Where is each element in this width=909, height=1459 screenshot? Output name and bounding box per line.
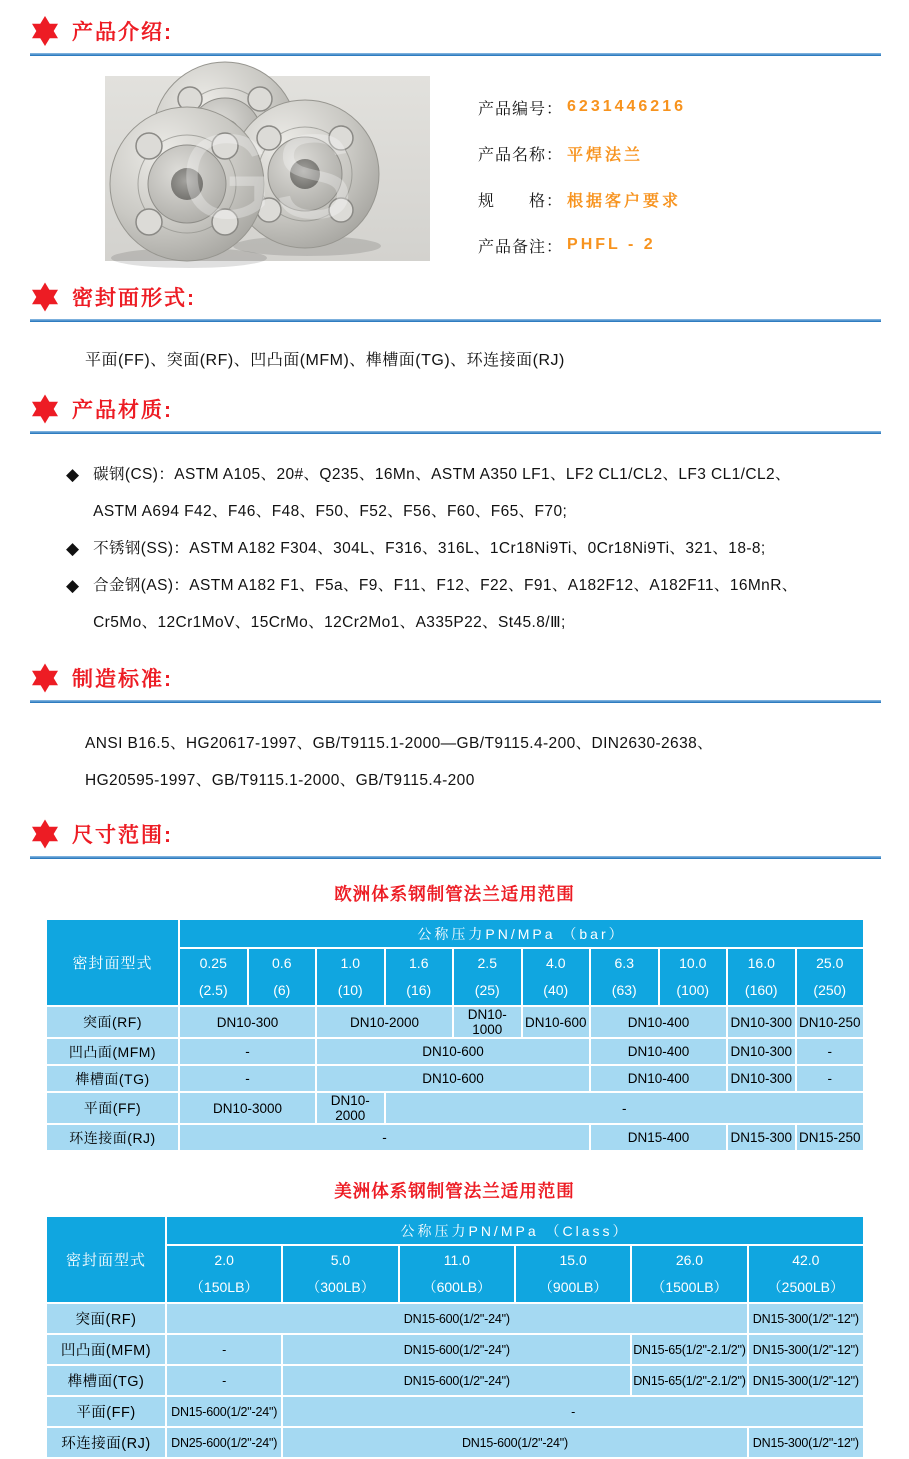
size-range-cell: DN15-300(1/2"-12") [748,1427,864,1458]
pressure-column-header: 0.6 (6) [248,948,317,1006]
seal-face-row-label: 榫槽面(TG) [46,1365,166,1396]
material-line: ASTM A694 F42、F46、F48、F50、F52、F56、F60、F65、F70; [93,503,568,520]
seal-face-row-label: 平面(FF) [46,1396,166,1427]
standards-line: HG20595-1997、GB/T9115.1-2000、GB/T9115.4-200 [85,772,475,789]
pressure-column-header: 0.25 (2.5) [179,948,248,1006]
size-range-cell: - [796,1065,865,1092]
star-icon [30,16,60,46]
size-range-cell: DN10-1000 [453,1006,522,1038]
size-range-cell: DN10-600 [316,1065,590,1092]
size-range-cell: DN10-2000 [316,1006,453,1038]
diamond-bullet-icon: ◆ [66,539,80,558]
material-line: 不锈钢(SS)：ASTM A182 F304、304L、F316、316L、1Cr18Ni9Ti、0Cr18Ni9Ti、321、18-8; [93,540,766,557]
size-range-cell: DN15-250 [796,1124,865,1151]
section-divider [30,319,881,322]
nominal-pressure-header: 公称压力PN/MPa （bar） [179,919,864,948]
material-list [66,456,879,641]
pressure-column-header: 25.0 (250) [796,948,865,1006]
pressure-column-header: 2.0 （150LB） [166,1245,282,1303]
pressure-column-header: 10.0 (100) [659,948,728,1006]
table-row [46,1038,864,1065]
section-title: 制造标准: [72,668,173,691]
table-row [46,1065,864,1092]
field-value: PHFL - 2 [567,236,656,253]
table-row [46,1427,864,1458]
field-label: 产品名称： [478,146,564,164]
size-range-cell: DN10-600 [522,1006,591,1038]
seal-face-row-label: 环连接面(RJ) [46,1124,179,1151]
size-range-cell: - [166,1334,282,1365]
pressure-column-header: 42.0 （2500LB） [748,1245,864,1303]
pressure-column-header: 5.0 （300LB） [282,1245,398,1303]
star-icon [30,819,60,849]
size-range-cell: - [179,1124,590,1151]
product-field [478,84,686,130]
section-divider [30,700,881,703]
size-range-cell: DN15-600(1/2"-24") [282,1365,631,1396]
size-range-cell: DN10-400 [590,1065,727,1092]
pressure-column-header: 16.0 (160) [727,948,796,1006]
table-row [46,1303,864,1334]
size-range-cell: - [179,1065,316,1092]
seal-face-type-header: 密封面型式 [46,1216,166,1303]
material-item [66,530,879,567]
size-range-cell: DN10-300 [179,1006,316,1038]
star-icon [30,394,60,424]
table-row [46,1092,864,1124]
section-divider [30,53,881,56]
seal-face-row-label: 突面(RF) [46,1303,166,1334]
table-row [46,1334,864,1365]
seal-face-row-label: 榫槽面(TG) [46,1065,179,1092]
european-table-title: 欧洲体系钢制管法兰适用范围 [334,884,575,904]
intro-block [0,76,909,268]
product-field [478,176,686,222]
pressure-column-header: 6.3 (63) [590,948,659,1006]
pressure-column-header: 1.0 (10) [316,948,385,1006]
american-table-title: 美洲体系钢制管法兰适用范围 [334,1181,575,1201]
product-field [478,130,686,176]
size-range-cell: DN10-400 [590,1038,727,1065]
field-label: 产品备注： [478,238,564,256]
pressure-column-header: 4.0 (40) [522,948,591,1006]
field-label: 产品编号： [478,100,564,118]
section-header-product-intro [30,0,879,46]
size-range-cell: DN10-3000 [179,1092,316,1124]
gs-watermark: GS [180,110,354,244]
seal-face-row-label: 突面(RF) [46,1006,179,1038]
size-range-cell: DN15-300 [727,1124,796,1151]
size-range-cell: DN10-300 [727,1006,796,1038]
star-icon [30,282,60,312]
size-range-cell: DN15-300(1/2"-12") [748,1365,864,1396]
size-range-cell: DN10-300 [727,1065,796,1092]
flanges-photo-svg [105,76,430,261]
section-header-dimensions [30,799,879,849]
section-divider [30,431,881,434]
size-range-cell: - [166,1365,282,1396]
material-line: 碳钢(CS)：ASTM A105、20#、Q235、16Mn、ASTM A350 LF1、LF2 CL1/CL2、LF3 CL1/CL2、 [93,466,791,483]
size-range-cell: DN15-600(1/2"-24") [166,1396,282,1427]
star-icon [30,663,60,693]
sealing-forms-text: 平面(FF)、突面(RF)、凹凸面(MFM)、榫槽面(TG)、环连接面(RJ) [85,352,565,369]
table-row [46,1396,864,1427]
size-range-cell: DN15-600(1/2"-24") [282,1427,747,1458]
size-range-cell: DN25-600(1/2"-24") [166,1427,282,1458]
pressure-column-header: 15.0 （900LB） [515,1245,631,1303]
size-range-cell: DN15-65(1/2"-2.1/2") [631,1334,747,1365]
field-value: 6231446216 [567,98,686,115]
size-range-cell: DN15-600(1/2"-24") [166,1303,748,1334]
size-range-cell: DN10-400 [590,1006,727,1038]
product-info [478,76,686,268]
size-range-cell: DN15-65(1/2"-2.1/2") [631,1365,747,1396]
european-flange-table [45,918,865,1152]
size-range-cell: - [385,1092,865,1124]
seal-face-row-label: 环连接面(RJ) [46,1427,166,1458]
material-item [66,456,879,530]
size-range-cell: - [796,1038,865,1065]
section-title: 产品材质: [72,399,173,422]
material-line: 合金钢(AS)：ASTM A182 F1、F5a、F9、F11、F12、F22、F91、A182F12、A182F11、16MnR、 [93,577,798,594]
standards-text [85,725,879,799]
section-title: 产品介绍: [72,21,173,44]
material-item [66,567,879,641]
size-range-cell: DN10-250 [796,1006,865,1038]
seal-face-type-header: 密封面型式 [46,919,179,1006]
size-range-cell: DN15-400 [590,1124,727,1151]
field-value: 平焊法兰 [567,146,644,164]
section-divider [30,856,881,859]
section-title: 密封面形式: [72,287,196,310]
diamond-bullet-icon: ◆ [66,465,80,484]
product-photo [105,76,430,261]
pressure-column-header: 26.0 （1500LB） [631,1245,747,1303]
diamond-bullet-icon: ◆ [66,576,80,595]
product-field [478,222,686,268]
size-range-cell: DN10-600 [316,1038,590,1065]
seal-face-row-label: 凹凸面(MFM) [46,1038,179,1065]
section-header-sealing [30,268,879,312]
field-value: 根据客户要求 [567,192,682,210]
size-range-cell: DN10-2000 [316,1092,385,1124]
seal-face-row-label: 凹凸面(MFM) [46,1334,166,1365]
section-header-standards [30,641,879,693]
american-flange-table [45,1215,865,1459]
pressure-column-header: 1.6 (16) [385,948,454,1006]
size-range-cell: DN10-300 [727,1038,796,1065]
size-range-cell: - [282,1396,864,1427]
seal-face-row-label: 平面(FF) [46,1092,179,1124]
field-label: 规 格： [478,192,564,210]
material-line: Cr5Mo、12Cr1MoV、15CrMo、12Cr2Mo1、A335P22、St45.8/Ⅲ; [93,614,566,631]
size-range-cell: - [179,1038,316,1065]
nominal-pressure-header: 公称压力PN/MPa （Class） [166,1216,864,1245]
section-title: 尺寸范围: [72,824,173,847]
pressure-column-header: 2.5 (25) [453,948,522,1006]
table-row [46,1365,864,1396]
table-row [46,1124,864,1151]
standards-line: ANSI B16.5、HG20617-1997、GB/T9115.1-2000—GB/T9115.4-200、DIN2630-2638、 [85,735,714,752]
table-row [46,1006,864,1038]
size-range-cell: DN15-300(1/2"-12") [748,1303,864,1334]
size-range-cell: DN15-600(1/2"-24") [282,1334,631,1365]
section-header-material [30,370,879,424]
size-range-cell: DN15-300(1/2"-12") [748,1334,864,1365]
pressure-column-header: 11.0 （600LB） [399,1245,515,1303]
